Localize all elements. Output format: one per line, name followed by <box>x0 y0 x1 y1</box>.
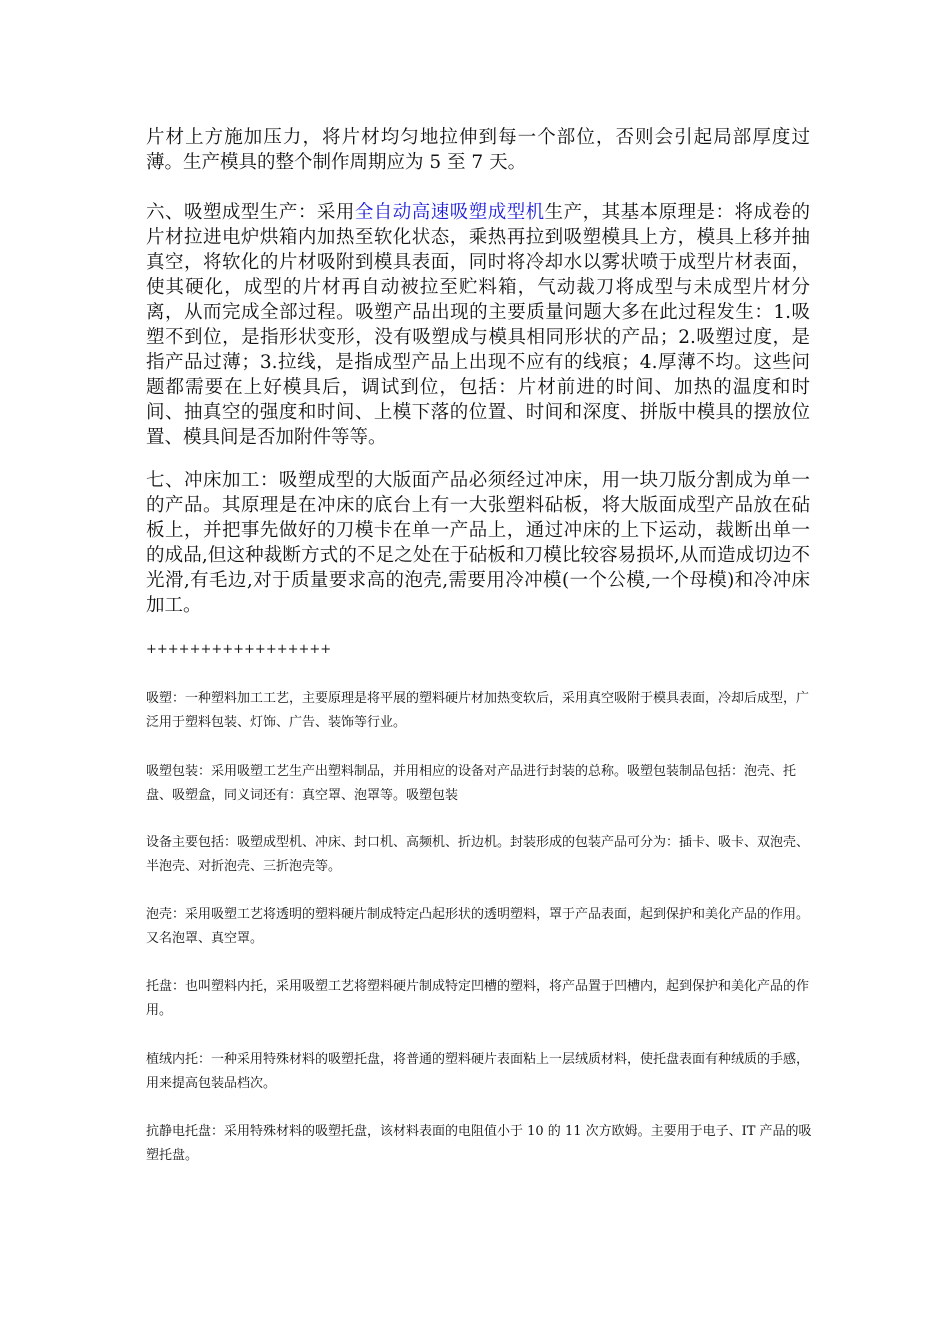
section-six-intro: 六、吸塑成型生产：采用 <box>146 202 355 223</box>
section-five-tail: 片材上方施加压力，将片材均匀地拉伸到每一个部位，否则会引起局部厚度过薄。生产模具的整个制作周期应为 5 至 7 天。 <box>146 127 810 173</box>
glossary-entry-tray: 托盘：也叫塑料内托，采用吸塑工艺将塑料硬片制成特定凹槽的塑料，将产品置于凹槽内，起到保护和美化产品的作用。 <box>146 979 810 1018</box>
glossary-entry-flocked-tray: 植绒内托：一种采用特殊材料的吸塑托盘，将普通的塑料硬片表面粘上一层绒质材料，使托盘表面有种绒质的手感，用来提高包装品档次。 <box>146 1052 810 1091</box>
section-six-paragraph <box>146 200 810 450</box>
glossary-entry-equipment: 设备主要包括：吸塑成型机、冲床、封口机、高频机、折边机。封装形成的包装产品可分为：插卡、吸卡、双泡壳、半泡壳、对折泡壳、三折泡壳等。 <box>146 835 810 874</box>
section-seven-paragraph: 七、冲床加工：吸塑成型的大版面产品必须经过冲床，用一块刀版分割成为单一的产品。其原理是在冲床的底台上有一大张塑料砧板，将大版面成型产品放在砧板上，并把事先做好的刀模卡在单一产品上，通过冲床的上下运动，裁断出单一的成品,但这种裁断方式的不足之处在于砧板和刀模比较容易损坏,从而造成切边不光滑,有毛边,对于质量要求高的泡壳,需要用冷冲模(一个公模,一个母模)和冷冲床加工。 <box>146 470 810 616</box>
glossary-entry-blister: 泡壳：采用吸塑工艺将透明的塑料硬片制成特定凸起形状的透明塑料，罩于产品表面，起到保护和美化产品的作用。又名泡罩、真空罩。 <box>146 907 810 946</box>
separator-line: +++++++++++++++++ <box>146 642 332 657</box>
machine-link[interactable]: 全自动高速吸塑成型机 <box>354 202 545 223</box>
section-six-body: 生产，其基本原理是：将成卷的片材拉进电炉烘箱内加热至软化状态，乘热再拉到吸塑模具上方，模具上移并抽真空，将软化的片材吸附到模具表面，同时将冷却水以雾状喷于成型片材表面，使其硬化，成型的片材再自动被拉至贮料箱，气动裁刀将成型与未成型片材分离，从而完成全部过程。吸塑产品出现的主要质量问题大多在此过程发生：1.吸塑不到位，是指形状变形，没有吸塑成与模具相同形状的产品；2.吸塑过度，是指产品过薄；3.拉线，是指成型产品上出现不应有的线痕；4.厚薄不均。这些问题都需要在上好模具后，调试到位，包括：片材前进的时间、加热的温度和时间、抽真空的强度和时间、上模下落的位置、时间和深度、拼版中模具的摆放位置、模具间是否加附件等等。 <box>146 202 810 448</box>
glossary-entry-xisu-packaging: 吸塑包装：采用吸塑工艺生产出塑料制品，并用相应的设备对产品进行封装的总称。吸塑包装制品包括：泡壳、托盘、吸塑盒，同义词还有：真空罩、泡罩等。吸塑包装 <box>146 764 797 803</box>
glossary-entry-xisu: 吸塑：一种塑料加工工艺，主要原理是将平展的塑料硬片材加热变软后，采用真空吸附于模具表面，冷却后成型，广泛用于塑料包装、灯饰、广告、装饰等行业。 <box>146 691 810 730</box>
glossary-entry-antistatic-tray: 抗静电托盘：采用特殊材料的吸塑托盘，该材料表面的电阻值小于 10 的 11 次方欧姆。主要用于电子、IT 产品的吸塑托盘。 <box>146 1124 812 1163</box>
